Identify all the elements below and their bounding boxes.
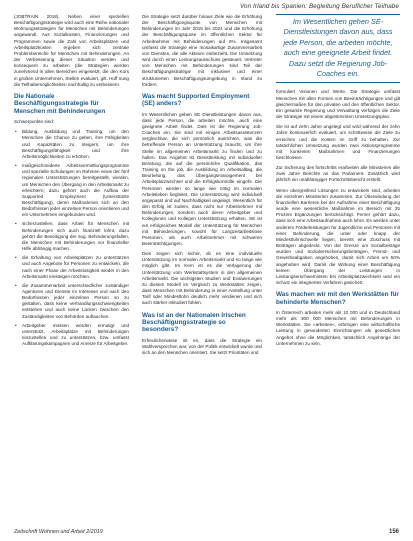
paragraph: Sie ist auf zehn Jahre angelegt und wird während der zehn Jahre kontinuierlich evaluiert, um schrittweise die Ziele zu erreichen und die Kosten im Griff zu behalten. Zur tatsächlichen Umsetzung wurden zwei Aktionsprogramme mit konkreten Maßnahmen und Finanzierungen beschlossen. <box>276 124 400 160</box>
column-right <box>276 14 400 351</box>
paragraph: formuliert Visionen und Werte. Die Strategie umfasst Menschen mit allen Formen von Beeinträchtigungen und gilt gleichermaßen für den privaten und den öffentlichen Sektor. Ein gesamte Regierung und Verwaltung verfolgen die Ziele der Strategie mit einem abgestimmten Umsetzungsplan. <box>276 89 400 120</box>
paragraph: Erfreulicherweise ist es, dass die Strategie ein Wahlversprechen war, von der Politik entwickelt wurde und sich an den Menschen orientiert. Sie setzt Prioritäten und <box>142 337 262 356</box>
paragraph: Die Strategie setzt darüber hinaus Ziele wie die Erhöhung der Beschäftigungsquote von Menschen mit Behinderungen im Jahr 2015 bis 2024 und die Erhöhung der Beschäftigungsquote im öffentlichen Sektor für Arbeitnehmer mit Behinderungen auf 6%. Insgesamt umfasst die Strategie eine mosaikartige Zusammenarbeit von Diensten, die alle Akteure einbezieht. Die Umsetzung wird durch einen Lenkungsausschuss gesteuert, Vertreter von Menschen mit Behinderungen sind Teil der Beschäftigungsstrategie mit inklusiver und einer strukturierten Beschäftigungsumgebung in Irland zu fördern. <box>142 14 262 87</box>
paragraph: (JOBTRAIN 2018). Neben einer speziellen Beschäftigungsstrategie wird auch eine Reihe nationaler Wohnungsstrategien für Menschen mit Behinderungen angewandt. Aus Sozialkosten, Finanzierungen und Programmen sowie die Zahl von Arbeitsplätzen und Arbeitsplatzkosten ergeben sich zentrale Problembereiche für Menschen mit Behinderungen. An der Verbesserung dieser Situation werden und konsequent zu arbeiten (die Strategien werden zunehmend in allen Bereichen eingesetzt, die den Kurs in großen Unternehmen, Stellen evaluiert, gilt. Hoff nung die Teilhabemöglichkeiten nachhaltig zu verbessern. <box>14 14 129 87</box>
paragraph: Schwerpunkte sind: <box>14 119 55 125</box>
paragraph: Im Wesentlichen geben SE Dienstleistungen davon aus, dass jede Person, die arbeiten möchte, auch eine geeignete Arbeit findet. Dies ist die Regierung Job-Coaches ein. Sie sind mit einigen Arbeitsassistenzen vergleichbar, die sich persönlich ausrichten, was die betreffende Person an Unterstützung braucht, um ihre Stelle im allgemeinen Arbeitsmarkt zu finden und zu halten. Das Angebot ist Dienstleistung mit individueller Beratung, die auf die persönliche Qualifikation, das Training on the job, die Ausbildung im Arbeitsalltag, die Beurteilung, das Übergangsmanagement bei Arbeitsplatzwechsel und die Erfolgskontrolle eingeht. Die Personen werden so lange wie nötig im normalen Arbeitsleben begleitet. Die Unterstützung wird individuell angepasst und auf Nachhaltigkeit angelegt. Wesentlich für den Erfolg ist zudem, dass nicht nur Arbeitnehmer mit Behinderungen, sondern auch deren Arbeitgeber und Kolleginnen und Kollegen Unterstützung erhalten. SE ist ein erfolgreiches Modell der Unterstützung für Menschen mit Behinderungen, sowohl für Langzeitarbeitslose Personen, als auch Arbeitnehmer mit schweren Beeinträchtigungen. <box>142 111 262 246</box>
list-item: • die Zusammenarbeit unterschiedlicher zuständiger Agenturen und Dienste im Interesse und nach den Bedürfnissen jeder einzelnen Person so zu gestalten, dass keine Verhandlungsschwierigkeiten entstehen und auch keine Lücken zwischen den Zuständigkeiten von Behörden auftauchen. <box>14 283 129 320</box>
list-item: • maßgeschneiderte Arbeitsvermittlungsprogramme und spezielle Schulungen im Rahmen eines der fünf regionalen Unterstützungen bereitgestellt, werden, um Menschen den Übergang in den Arbeitsmarkt zu erleichtern; dazu gehört auch die Aufbau der Supported Employment (Unterstützte Beschäftigung), deren Maßnahmen sich an den Bedürfnissen jeder einzelnen Person orientieren und ein Unternehmen eingebunden wird. <box>14 163 129 218</box>
column-left <box>14 14 129 351</box>
section-heading: Was machen wir mit den Werkstätten für behinderte Menschen? <box>276 291 399 306</box>
running-header: Von Irland bis Spanien: Begleitung Beruflicher Teilhabe <box>239 3 399 10</box>
pull-quote: Im Wesentlichen gehen SE-Dienstleistungen davon aus, dass jede Person, die arbeiten möchte, auch eine geeignete Arbeit findet. Dazu setzt die Regierung Job-Coaches ein. <box>276 14 400 83</box>
list-item: • die Erhaltung von Arbeitsplätzen zu unterstützen und auch Angebote für Personen zu entwickeln, die nach einer Phase der Arbeitslosigkeit wieder in den Arbeitsmarkt einsteigen möchten. <box>14 255 129 280</box>
paragraph: In Österreich arbeiten mehr als 10 000 und in Deutschland mehr als 300 000 Menschen mit Behinderungen in Werkstätten. Sie »arbeiten«, erbringen eine wirtschaftliche Leistung in gesonderten Einrichtungen als gesetzliches Angebot ohne die Möglichkeit, tatsächlich Angehörige der Unternehmen zu sein. <box>276 309 400 346</box>
section-heading: Was ist an der Nationalen Irischen Beschäftigungsstrategie so besonders? <box>142 311 246 334</box>
paragraph: Dies zeigen sich sicher, ob es eine individuelle Unterstützung im normalen Arbeitsmarkt und so lange wie möglich gibt. Im Kern ist es die Verlagerung der Unterstützung vom Werkstattsystem in den allgemeinen Arbeitsmarkt. Die wichtigsten Studien und Evaluierungen zu diesem Modell im Vergleich zu Werkstätten zeigen, dass Menschen mit Behinderung in einer Anstellung unter Tarif oder Mindestlohn deutlich mehr verdienen und sich auch stärker inkludiert fühlen. <box>142 251 262 306</box>
list-item: • Arbeitgeber müssen werden ermutigt und unterstützt, Arbeitsplätze mit Behinderungen einzustellen und zu unterstützen, bzw. umfasst Aufklärungskampagnen und Anreize für Arbeitgeber. <box>14 323 129 348</box>
list-item: • Bildung, Ausbildung und Training, um den Menschen die Chance zu geben, ihre Fähigkeiten und Kapazitäten zu steigern, um ihre Beschäftigungsfähigkeit und ihre Arbeitsmöglichkeiten zu erhöhen. <box>14 129 129 160</box>
page-number: 156 <box>388 529 399 535</box>
section-heading: Was macht Supported Employment (SE) anders? <box>142 92 250 108</box>
paragraph: Zur Sicherung des fortschritts erarbeiten alle Ministerien alle zwei Jahre Berichte an das Parlament. Zusätzlich wird jährlich ein unabhängiger Fortschrittsbericht erstellt. <box>276 165 400 183</box>
list-item: • sicherzustellen, dass Arbeit für Menschen mit Behinderungen sich auch finanziell lohnt, dazu gehört die Beseitigung der sog. Behinderungsfallen, die Menschen mit Behinderungen vor finanzieller Hilfe abhängig machen. <box>14 221 129 252</box>
paragraph: Wenn übergreifend Lösungen zu entwickeln sind, arbeiten die einzelnen Ministerien zusammen. Zur Überwindung der finanziellen Barrieren bei der Aufnahme einer Beschäftigung wurde eine wesentliche Maßnahme im Bereich mit 25 Prozent Ergänzungen berücksichtigt. Ferner gehört dazu, dass sich eine Arbeitsaufnahme auch lohnt. Es werden unter anderem Förderleistungen für Jugendliche und Personen mit einer Behinderung, die unter oder knapp der Mindestlohnschwelle liegen, bereits eine Zuschuss mit Beiträgen abgedeckt. Von der Grenze um Sozialbeiträge wurden und Sozialversicherungsbeiträgen, Fremd- und Gewerbeabgaben angehoben, damit sich Arbeit um 50% angehoben wird. Damit die Wirkung einer Beschäftigung keinen Übergang der Leistungen in Leistungserschwernissen bei Arbeitsplatzwechseln wird ein Schutz ein integriertes Verfahren gesichert. <box>276 187 400 285</box>
bullet-list <box>14 129 129 347</box>
column-middle <box>142 14 262 360</box>
section-heading: Die Nationale Beschäftigungsstrategie für Menschen mit Behinderungen <box>14 92 106 115</box>
footer-journal: Zeitschrift Wohnen und Arbeit 2/2019 <box>14 529 103 535</box>
